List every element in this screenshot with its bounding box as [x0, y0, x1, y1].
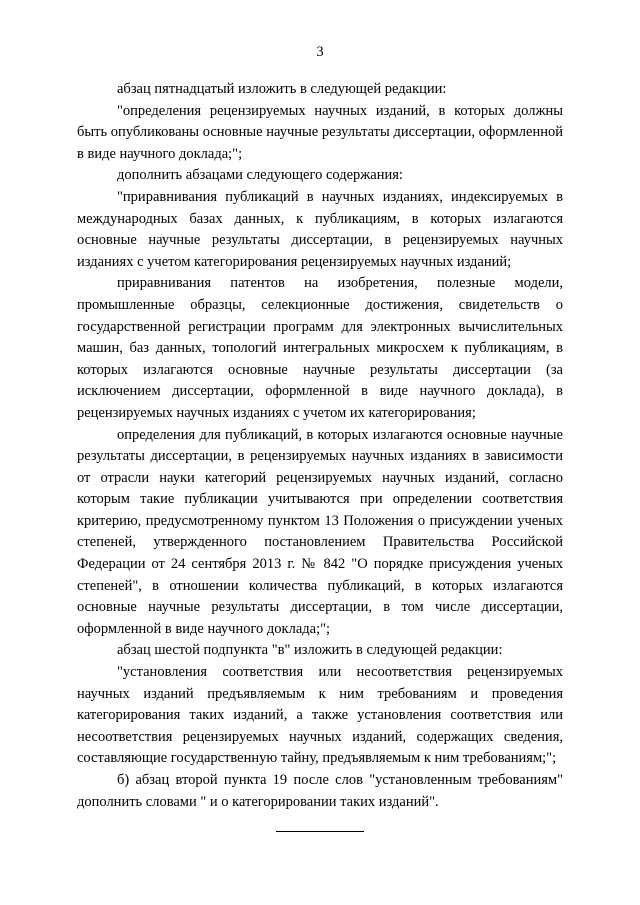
paragraph-6: определения для публикаций, в которых излагаются основные научные результаты диссертации, в рецензируемых научных изданиях в зависимости от отрасли науки категорий рецензируемых научных изданий, согласно которым такие публикации учитываются при определении соответствия критерию, предусмотренному пунктом 13 Положения о присуждении ученых степеней, утвержденного постановлением Правительства Российской Федерации от 24 сентября 2013 г. № 842 "О порядке присуждения ученых степеней", в отношении количества публикаций, в которых излагаются основные научные результаты диссертации, в том числе диссертации, оформленной в виде научного доклада;";	[77, 426, 563, 637]
paragraph-2: "определения рецензируемых научных изданий, в которых должны быть опубликованы основные научные результаты диссертации, оформленной в виде научного доклада;";	[77, 102, 563, 162]
paragraph-1: абзац пятнадцатый изложить в следующей редакции:	[117, 81, 447, 97]
document-body	[77, 79, 563, 813]
footer-divider-line	[276, 831, 364, 832]
paragraph-7: абзац шестой подпункта "в" изложить в следующей редакции:	[117, 642, 503, 659]
paragraph-9: б) абзац второй пункта 19 после слов "установленным требованиям" дополнить словами " и о категорировании таких изданий".	[77, 772, 563, 810]
paragraph-3: дополнить абзацами следующего содержания:	[117, 167, 403, 184]
paragraph-4: "приравнивания публикаций в научных изданиях, индексируемых в международных базах данных, к публикациям, в которых излагаются основные научные результаты диссертации, в рецензируемых научных изданиях с учетом категорирования рецензируемых научных изданий;	[77, 188, 563, 270]
paragraph-8: "установления соответствия или несоответствия рецензируемых научных изданий предъявляемым к ним требованиям и проведения категорирования таких изданий, а также установления соответствия или несоответствия рецензируемых научных изданий, содержащих сведения, составляющие государственную тайну, предъявляемым к ним требованиям;";	[77, 664, 563, 767]
page-number: 3	[316, 44, 324, 60]
paragraph-5: приравнивания патентов на изобретения, полезные модели, промышленные образцы, селекционные достижения, свидетельств о государственной регистрации программ для электронных вычислительных машин, баз данных, топологий интегральных микросхем к публикациям, в которых излагаются основные научные результаты диссертации (за исключением диссертации, оформленной в виде научного доклада), в рецензируемых научных изданиях с учетом их категорирования;	[77, 275, 563, 421]
